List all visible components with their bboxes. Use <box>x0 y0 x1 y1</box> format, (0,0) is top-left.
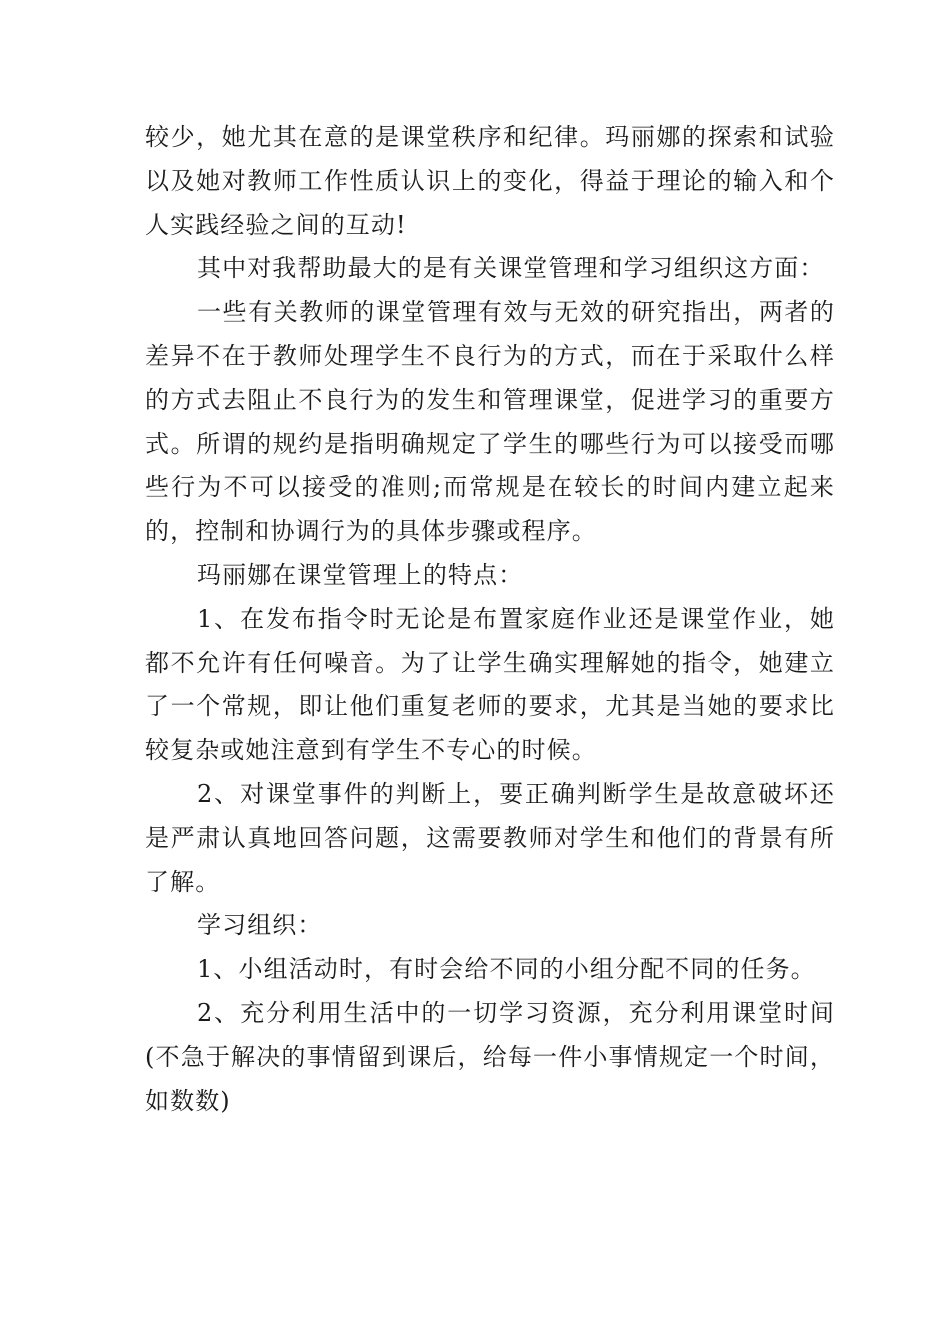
paragraph-feature-2: 2、对课堂事件的判断上，要正确判断学生是故意破坏还是严肃认真地回答问题，这需要教师对学生和他们的背景有所了解。 <box>145 779 835 896</box>
paragraph-org-1: 1、小组活动时，有时会给不同的小组分配不同的任务。 <box>197 955 816 984</box>
paragraph-org-2: 2、充分利用生活中的一切学习资源，充分利用课堂时间(不急于解决的事情留到课后，给每一件小事情规定一个时间，如数数) <box>145 998 835 1115</box>
paragraph-most-helpful: 其中对我帮助最大的是有关课堂管理和学习组织这方面： <box>197 254 825 283</box>
paragraph-feature-1: 1、在发布指令时无论是布置家庭作业还是课堂作业，她都不允许有任何噪音。为了让学生确实理解她的指令，她建立了一个常规，即让他们重复老师的要求，尤其是当她的要求比较复杂或她注意到有学生不专心的时候。 <box>145 604 835 765</box>
paragraph-continued: 较少，她尤其在意的是课堂秩序和纪律。玛丽娜的探索和试验以及她对教师工作性质认识上的变化，得益于理论的输入和个人实践经验之间的互动! <box>145 123 835 239</box>
paragraph-learning-org-heading: 学习组织： <box>197 911 323 940</box>
paragraph-research: 一些有关教师的课堂管理有效与无效的研究指出，两者的差异不在于教师处理学生不良行为的方式，而在于采取什么样的方式去阻止不良行为的发生和管理课堂，促进学习的重要方式。所谓的规约是指明确规定了学生的哪些行为可以接受而哪些行为不可以接受的准则;而常规是在较长的时间内建立起来的，控制和协调行为的具体步骤或程序。 <box>145 298 835 546</box>
document-body <box>145 116 835 1123</box>
paragraph-features-heading: 玛丽娜在课堂管理上的特点： <box>197 560 524 589</box>
